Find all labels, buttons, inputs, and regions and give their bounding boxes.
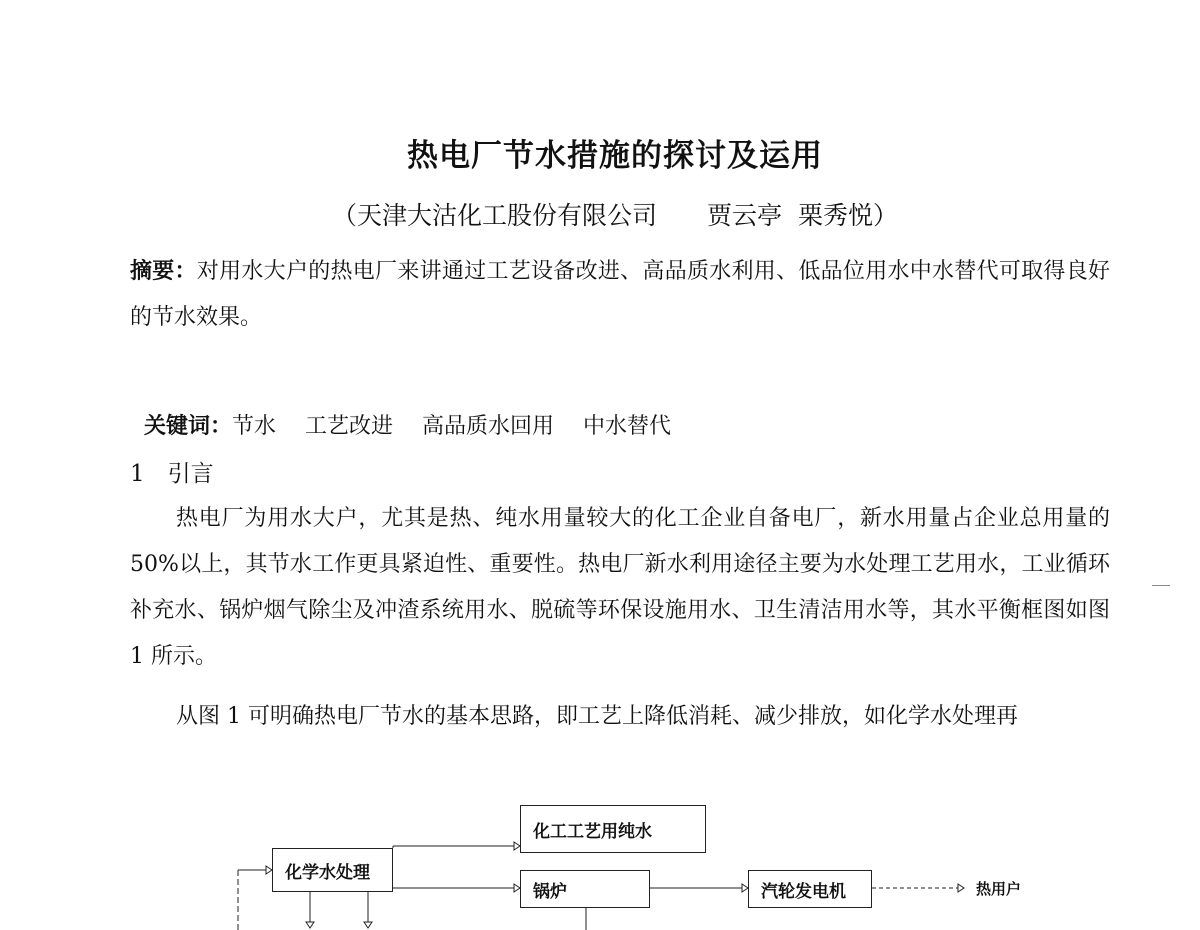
- abstract-label: 摘要：: [130, 258, 197, 284]
- box-chemical-water-treatment: 化学水处理: [272, 848, 393, 892]
- intro-paragraph-2: 从图 1 可明确热电厂节水的基本思路，即工艺上降低消耗、减少排放，如化学水处理再: [176, 704, 1018, 729]
- intro-paragraph-1: 热电厂为用水大户，尤其是热、纯水用量较大的化工企业自备电厂，新水用量占企业总用量的 50%以上，其节水工作更具紧迫性、重要性。热电厂新水利用途径主要为水处理工艺用水，工业循环补充水、锅炉烟气除尘及冲渣系统用水、脱硫等环保设施用水、卫生清洁用水等，其水平衡框图如图 1 所示。: [130, 506, 1110, 669]
- box-chemical-process-water: 化工工艺用纯水: [520, 805, 706, 853]
- box-boiler: 锅炉: [520, 870, 650, 908]
- keywords: [130, 384, 671, 440]
- box-turbine-generator: 汽轮发电机: [748, 870, 872, 908]
- section-heading: 1 引言: [130, 461, 214, 487]
- margin-mark: [1152, 585, 1170, 586]
- author-affiliation: （天津大沽化工股份有限公司 贾云亭 栗秀悦）: [332, 201, 898, 230]
- water-balance-diagram: [230, 800, 1030, 930]
- abstract-text: 对用水大户的热电厂来讲通过工艺设备改进、高品质水利用、低品位用水中水替代可取得良好的节水效果。: [130, 259, 1110, 330]
- abstract: [130, 248, 1110, 341]
- page-title: 热电厂节水措施的探讨及运用: [407, 138, 823, 174]
- label-heat-user: 热用户: [976, 880, 1022, 898]
- keywords-label: 关键词：: [144, 413, 233, 439]
- keywords-text: 节水 工艺改进 高品质水回用 中水替代: [232, 414, 671, 439]
